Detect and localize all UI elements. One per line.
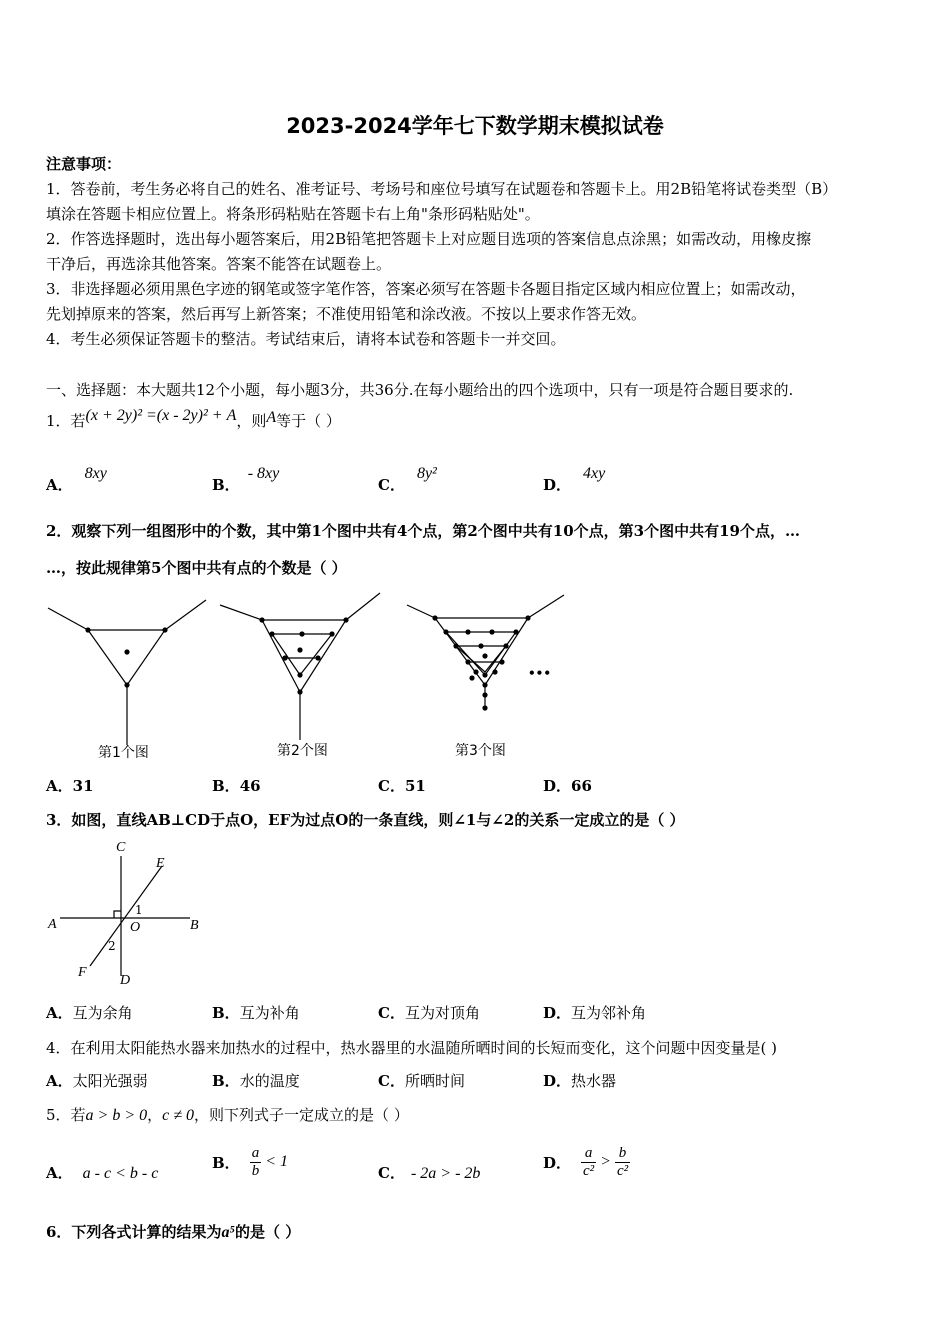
notice-line: 3．非选择题必须用黑色字迹的钢笔或签字笔作答，答案必须写在答题卡各题目指定区域内相应位置上；如需改动， bbox=[46, 280, 806, 298]
q3-label-c: C bbox=[116, 840, 126, 855]
option-label: C． bbox=[378, 777, 405, 795]
q2-option-a[interactable] bbox=[46, 775, 94, 796]
q3-label-o: O bbox=[130, 920, 141, 935]
q5-condition-2: c ≠ 0 bbox=[162, 1107, 195, 1124]
q4-option-c[interactable] bbox=[378, 1070, 465, 1091]
q1-option-b[interactable] bbox=[212, 462, 280, 494]
option-value: 66 bbox=[571, 777, 592, 795]
option-label: A． bbox=[46, 1004, 73, 1022]
q5-condition-1: a > b > 0 bbox=[85, 1107, 148, 1124]
q5-option-a[interactable] bbox=[46, 1162, 158, 1183]
question-1 bbox=[46, 407, 341, 431]
q6-tail: 的是（ ） bbox=[235, 1223, 301, 1241]
option-label: A． bbox=[46, 1164, 73, 1182]
option-label: A． bbox=[46, 476, 73, 494]
option-label: B． bbox=[212, 1004, 240, 1022]
option-label: B． bbox=[212, 1153, 240, 1172]
q5-pre: 5．若 bbox=[46, 1106, 86, 1124]
option-label: B． bbox=[212, 476, 240, 494]
question-6 bbox=[46, 1221, 300, 1242]
q3-option-d[interactable] bbox=[543, 1002, 646, 1023]
q1-expression: (x + 2y)² =(x - 2y)² + A bbox=[85, 407, 237, 424]
option-value: 所晒时间 bbox=[404, 1072, 465, 1090]
option-label: D． bbox=[543, 476, 572, 494]
q2-option-b[interactable] bbox=[212, 775, 261, 796]
q1-number: 1．若 bbox=[46, 412, 86, 430]
notice-line: 先划掉原来的答案，然后再写上新答案；不准使用铅笔和涂改液。不按以上要求作答无效。 bbox=[46, 305, 647, 323]
q2-fig-label-3: 第3个图 bbox=[455, 743, 506, 759]
option-value: 8y² bbox=[416, 465, 437, 482]
q6-pre: 6．下列各式计算的结果为 bbox=[46, 1223, 222, 1241]
q2-fig-label-1: 第1个图 bbox=[98, 745, 149, 761]
question-5 bbox=[46, 1104, 409, 1125]
q2-option-d[interactable] bbox=[543, 775, 592, 796]
option-value: 46 bbox=[239, 777, 261, 795]
option-label: C． bbox=[378, 1072, 405, 1090]
q3-angle-1: 1 bbox=[135, 903, 143, 917]
question-2-line-2: …，按此规律第5个图中共有点的个数是（ ） bbox=[46, 559, 347, 577]
option-label: C． bbox=[378, 1004, 405, 1022]
option-value: - 2a > - 2b bbox=[410, 1165, 481, 1182]
q3-label-f: F bbox=[78, 965, 87, 980]
q1-option-c[interactable] bbox=[378, 462, 437, 494]
option-label: B． bbox=[212, 1072, 240, 1090]
q4-option-b[interactable] bbox=[212, 1070, 300, 1091]
option-rest: < 1 bbox=[265, 1153, 288, 1170]
fraction bbox=[581, 1145, 596, 1180]
option-label: C． bbox=[378, 1164, 405, 1182]
section-heading: 一、选择题：本大题共12个小题，每小题3分，共36分.在每小题给出的四个选项中，只有一项是符合题目要求的. bbox=[46, 381, 794, 399]
fraction bbox=[615, 1145, 630, 1180]
option-label: A． bbox=[46, 1072, 73, 1090]
notice-line: 1．答卷前，考生务必将自己的姓名、准考证号、考场号和座位号填写在试题卷和答题卡上。用2B铅笔将试卷类型（B） bbox=[46, 180, 838, 198]
q5-separator: ， bbox=[147, 1106, 163, 1124]
q3-label-b: B bbox=[190, 918, 199, 933]
option-value: 互为对顶角 bbox=[404, 1004, 480, 1022]
q3-label-a: A bbox=[48, 917, 57, 932]
option-label: D． bbox=[543, 777, 572, 795]
option-value: 热水器 bbox=[571, 1072, 617, 1090]
notice-line: 填涂在答题卡相应位置上。将条形码粘贴在答题卡右上角"条形码粘贴处"。 bbox=[46, 205, 540, 223]
option-label: C． bbox=[378, 476, 405, 494]
q3-angle-2: 2 bbox=[108, 939, 116, 953]
option-label: D． bbox=[543, 1072, 572, 1090]
denominator: c² bbox=[616, 1162, 629, 1179]
option-label: A． bbox=[46, 777, 73, 795]
q3-label-d: D bbox=[120, 973, 131, 988]
option-value: 互为邻补角 bbox=[571, 1004, 647, 1022]
q2-option-c[interactable] bbox=[378, 775, 426, 796]
denominator: b bbox=[251, 1162, 260, 1179]
option-value: 互为补角 bbox=[239, 1004, 300, 1022]
option-label: D． bbox=[543, 1004, 572, 1022]
question-3: 3．如图，直线AB⊥CD于点O，EF为过点O的一条直线，则∠1与∠2的关系一定成立的是（ ） bbox=[46, 811, 685, 829]
q5-option-d[interactable] bbox=[543, 1137, 630, 1187]
q1-variable: A bbox=[266, 409, 277, 426]
option-value: 51 bbox=[404, 777, 426, 795]
option-value: 4xy bbox=[583, 465, 606, 482]
denominator: c² bbox=[583, 1162, 595, 1179]
notice-line: 干净后，再选涂其他答案。答案不能答在试题卷上。 bbox=[46, 255, 392, 273]
q5-option-c[interactable] bbox=[378, 1162, 480, 1183]
q3-option-b[interactable] bbox=[212, 1002, 300, 1023]
q1-option-a[interactable] bbox=[46, 462, 107, 494]
q3-option-a[interactable] bbox=[46, 1002, 133, 1023]
q1-tail-pre: ，则 bbox=[236, 412, 267, 430]
page-title: 2023-2024学年七下数学期末模拟试卷 bbox=[286, 114, 664, 138]
q2-fig-label-2: 第2个图 bbox=[277, 743, 328, 759]
q4-option-d[interactable] bbox=[543, 1070, 616, 1091]
option-value: 太阳光强弱 bbox=[72, 1072, 148, 1090]
question-2-line-1: 2．观察下列一组图形中的个数，其中第1个图中共有4个点，第2个图中共有10个点，第3个图中共有19个点，… bbox=[46, 522, 800, 540]
option-value: 8xy bbox=[84, 465, 107, 482]
option-value: 互为余角 bbox=[72, 1004, 133, 1022]
q3-option-c[interactable] bbox=[378, 1002, 480, 1023]
q5-tail: ，则下列式子一定成立的是（ ） bbox=[194, 1106, 409, 1124]
option-label: B． bbox=[212, 777, 240, 795]
q6-variable: a⁵ bbox=[221, 1224, 236, 1241]
numerator: a bbox=[581, 1145, 596, 1163]
q4-option-a[interactable] bbox=[46, 1070, 148, 1091]
q1-option-d[interactable] bbox=[543, 462, 606, 494]
q2-ellipsis: ••• bbox=[528, 666, 552, 680]
question-4: 4．在利用太阳能热水器来加热水的过程中，热水器里的水温随所晒时间的长短而变化，这个问题中因变量是( ) bbox=[46, 1039, 778, 1057]
option-value: 31 bbox=[72, 777, 94, 795]
option-value: - 8xy bbox=[247, 465, 280, 482]
option-value: a - c < b - c bbox=[82, 1165, 159, 1182]
option-label: D． bbox=[543, 1153, 572, 1172]
notice-heading: 注意事项： bbox=[46, 155, 122, 173]
notice-line: 2．作答选择题时，选出每小题答案后，用2B铅笔把答题卡上对应题目选项的答案信息点涂黑；如需改动，用橡皮擦 bbox=[46, 230, 812, 248]
q3-label-e: E bbox=[156, 856, 165, 871]
comparison-operator: > bbox=[600, 1153, 611, 1170]
fraction bbox=[250, 1145, 262, 1180]
q3-figure bbox=[40, 838, 220, 993]
numerator: a bbox=[251, 1144, 260, 1161]
notice-line: 4．考生必须保证答题卡的整洁。考试结束后，请将本试卷和答题卡一并交回。 bbox=[46, 330, 566, 348]
q1-tail: 等于（ ） bbox=[276, 412, 341, 430]
q5-option-b[interactable] bbox=[212, 1137, 288, 1187]
numerator: b bbox=[615, 1145, 630, 1163]
option-value: 水的温度 bbox=[239, 1072, 300, 1090]
